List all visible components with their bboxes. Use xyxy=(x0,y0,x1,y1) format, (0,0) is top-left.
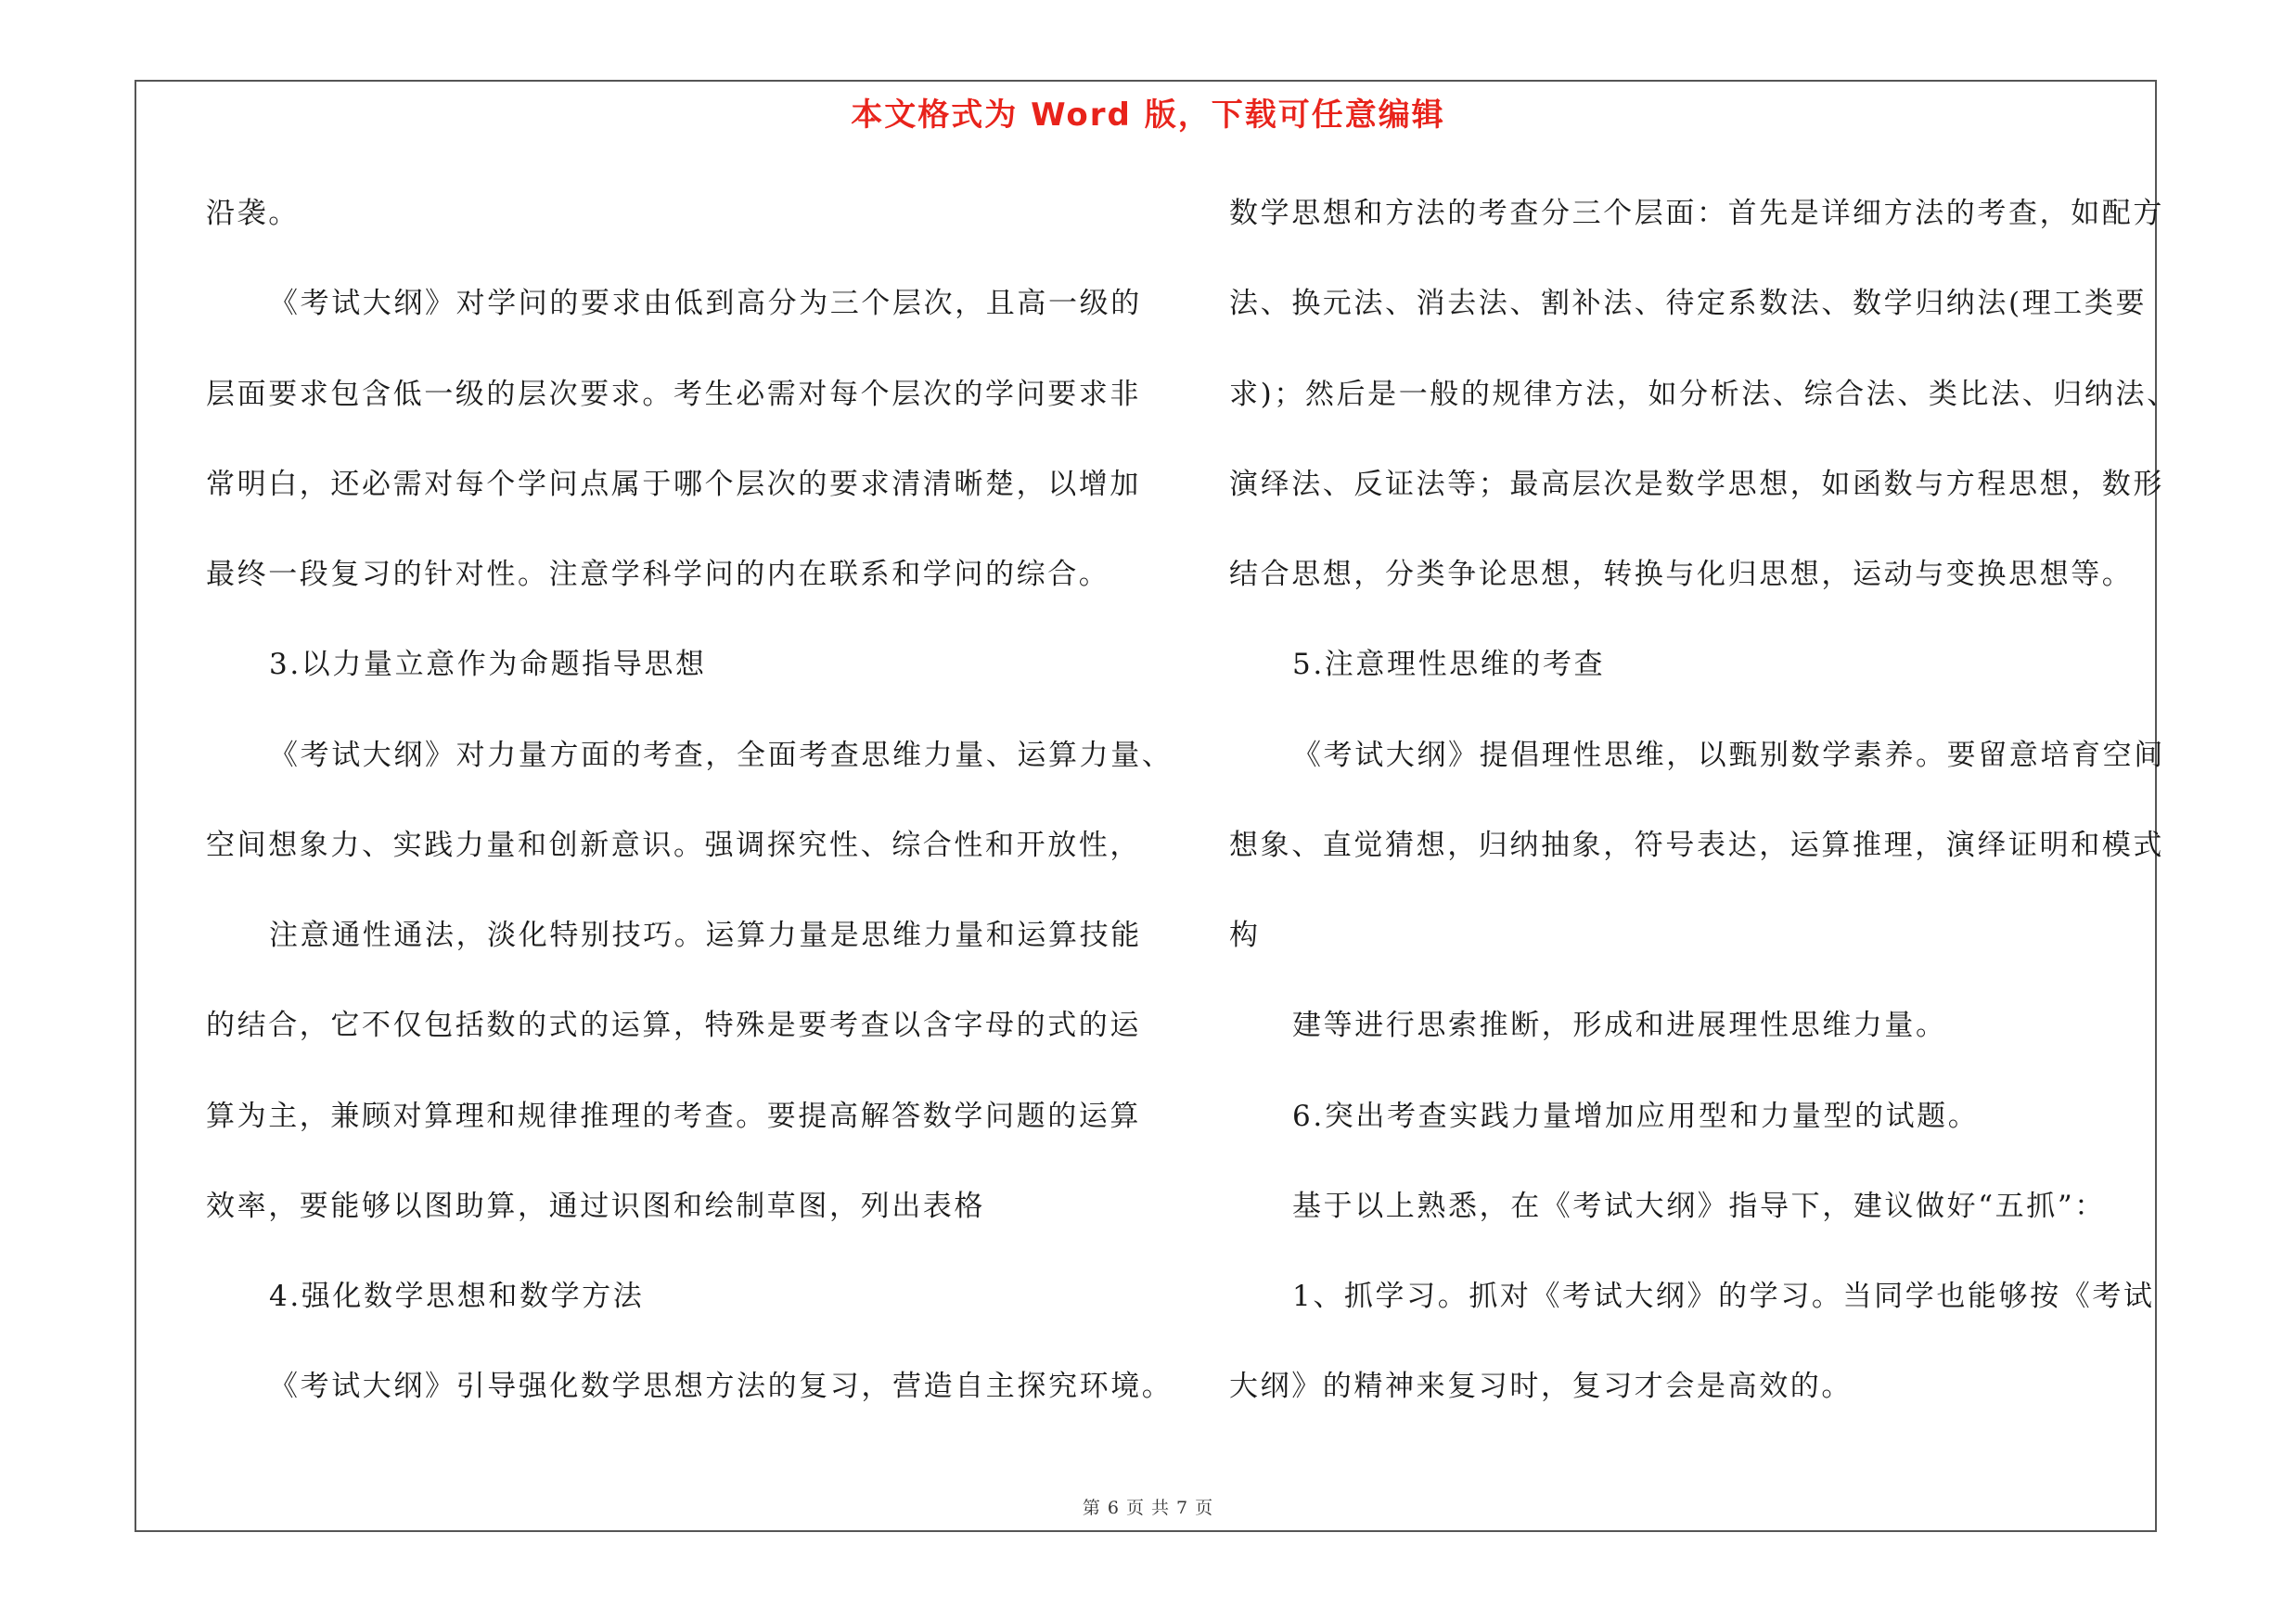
document-header-title: 本文格式为 Word 版，下载可任意编辑 xyxy=(851,97,1445,134)
paragraph-line: 沿袭。 xyxy=(206,197,300,230)
paragraph-line: 《考试大纲》提倡理性思维，以甄别数学素养。要留意培育空间 xyxy=(1292,739,2165,772)
paragraph-line: 演绎法、反证法等；最高层次是数学思想，如函数与方程思想，数形 xyxy=(1229,468,2164,501)
paragraph-line: 结合思想，分类争论思想，转换与化归思想，运动与变换思想等。 xyxy=(1229,558,2134,591)
paragraph-line: 《考试大纲》引导强化数学思想方法的复习，营造自主探究环境。 xyxy=(269,1370,1174,1403)
paragraph-line: 最终一段复习的针对性。注意学科学问的内在联系和学问的综合。 xyxy=(206,558,1110,591)
paragraph-line: 建等进行思索推断，形成和进展理性思维力量。 xyxy=(1292,1009,1947,1042)
paragraph-line: 法、换元法、消去法、割补法、待定系数法、数学归纳法(理工类要 xyxy=(1229,287,2148,320)
paragraph-line: 《考试大纲》对学问的要求由低到高分为三个层次，且高一级的 xyxy=(269,287,1142,320)
paragraph-line: 算为主，兼顾对算理和规律推理的考查。要提高解答数学问题的运算 xyxy=(206,1100,1141,1133)
paragraph-line: 常明白，还必需对每个学问点属于哪个层次的要求清清晰楚，以增加 xyxy=(206,468,1141,501)
paragraph-line: 效率，要能够以图助算，通过识图和绘制草图，列出表格 xyxy=(206,1190,985,1223)
paragraph-line: 构 xyxy=(1229,919,1261,952)
section-heading: 6.突出考查实践力量增加应用型和力量型的试题。 xyxy=(1292,1100,1980,1133)
paragraph-line: 层面要求包含低一级的层次要求。考生必需对每个层次的学问要求非 xyxy=(206,378,1141,411)
section-heading: 5.注意理性思维的考查 xyxy=(1292,648,1606,681)
paragraph-line: 想象、直觉猜想，归纳抽象，符号表达，运算推理，演绎证明和模式 xyxy=(1229,829,2164,862)
paragraph-line: 的结合，它不仅包括数的式的运算，特殊是要考查以含字母的式的运 xyxy=(206,1009,1141,1042)
paragraph-line: 求)；然后是一般的规律方法，如分析法、综合法、类比法、归纳法、 xyxy=(1229,378,2178,411)
page-number-footer: 第 6 页 共 7 页 xyxy=(1082,1498,1214,1518)
section-heading: 4.强化数学思想和数学方法 xyxy=(269,1280,645,1313)
paragraph-line: 数学思想和方法的考查分三个层面：首先是详细方法的考查，如配方 xyxy=(1229,197,2164,230)
paragraph-line: 空间想象力、实践力量和创新意识。强调探究性、综合性和开放性， xyxy=(206,829,1141,862)
section-heading: 3.以力量立意作为命题指导思想 xyxy=(269,648,707,681)
paragraph-line: 注意通性通法，淡化特别技巧。运算力量是思维力量和运算技能 xyxy=(269,919,1142,952)
paragraph-line: 《考试大纲》对力量方面的考查，全面考查思维力量、运算力量、 xyxy=(269,739,1174,772)
paragraph-line: 1、抓学习。抓对《考试大纲》的学习。当同学也能够按《考试 xyxy=(1292,1280,2155,1313)
paragraph-line: 大纲》的精神来复习时，复习才会是高效的。 xyxy=(1229,1370,1853,1403)
paragraph-line: 基于以上熟悉，在《考试大纲》指导下，建议做好“五抓”： xyxy=(1292,1190,2106,1223)
